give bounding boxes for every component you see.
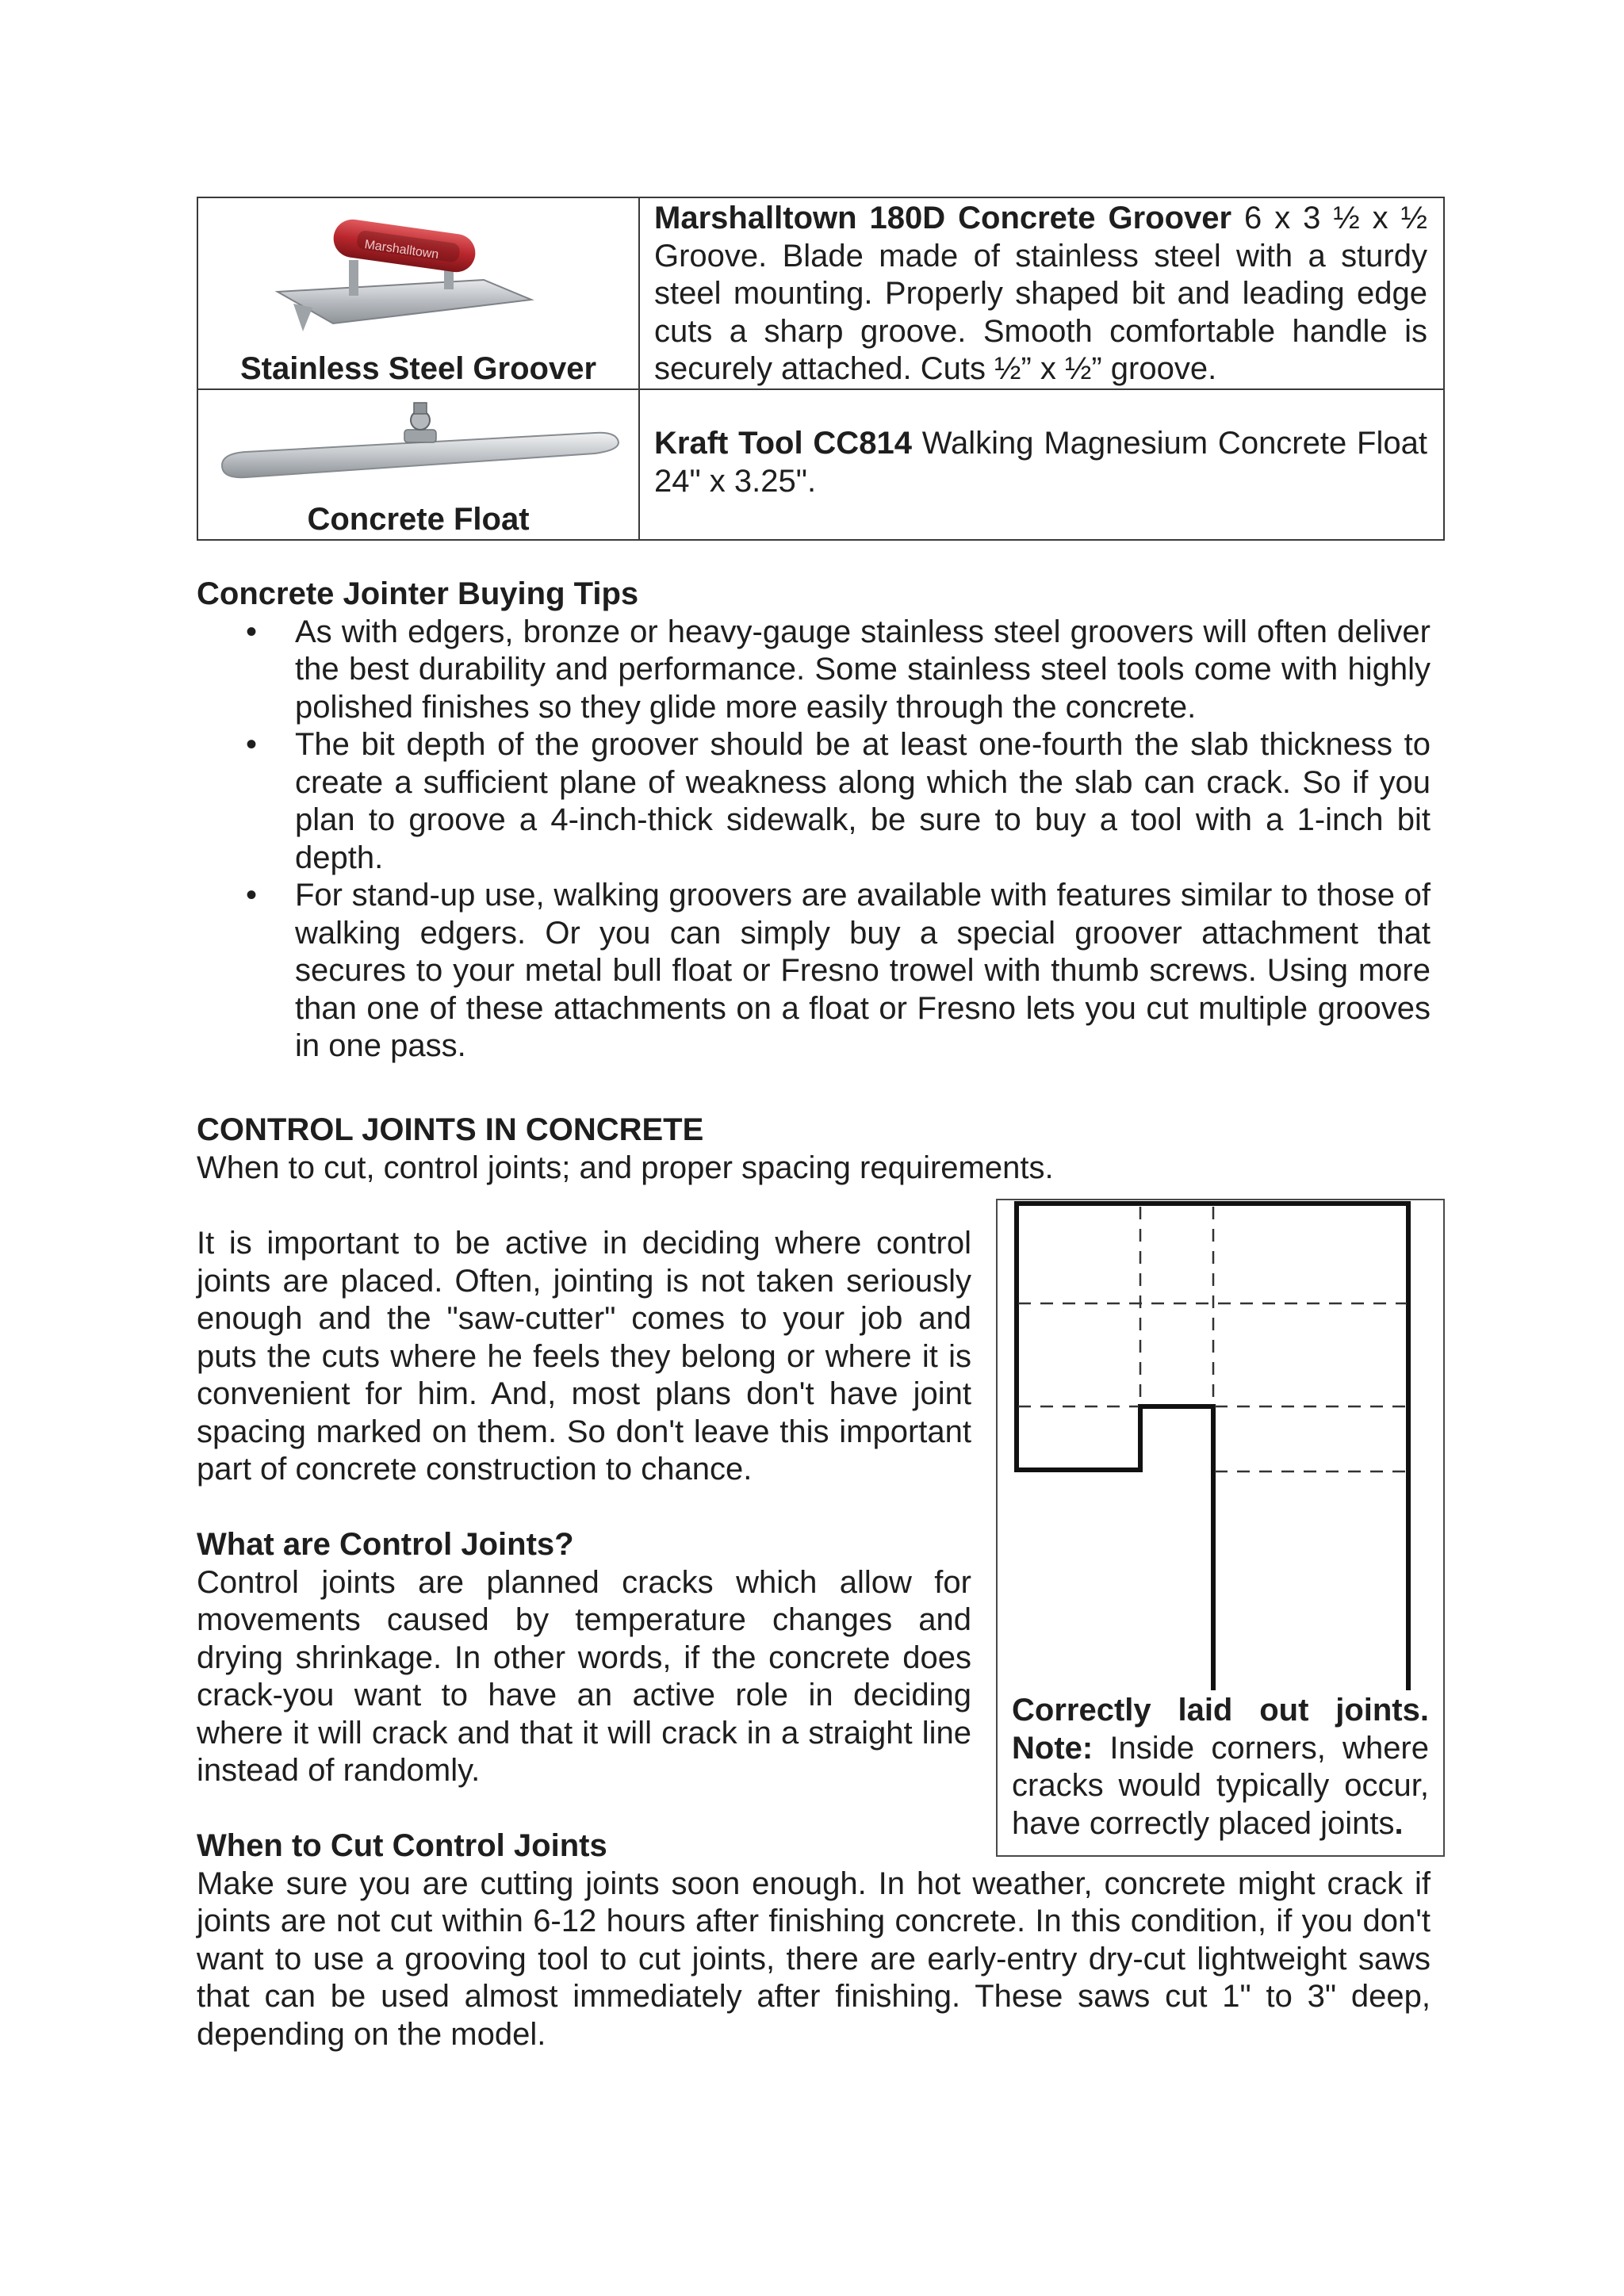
section-body: Control joints are planned cracks which allow for movements caused by temperature changes and drying shrinkage. In other words, if the concrete does crack-you want to have an active role in deciding where it will crack and that it will crack in a straight line instead of randomly. xyxy=(197,1564,971,1788)
product-row xyxy=(197,389,1444,540)
list-item xyxy=(197,877,1431,1066)
figure-caption-title: Correctly laid out joints. xyxy=(1012,1693,1429,1728)
product-image-wrap xyxy=(198,390,638,539)
joint-layout-diagram xyxy=(998,1200,1443,1692)
product-name: Marshalltown 180D Concrete Groover xyxy=(654,201,1232,235)
section-heading: CONTROL JOINTS IN CONCRETE xyxy=(197,1112,704,1147)
product-text: 6 x 3 ½ x ½ Groove. Blade made of stainless steel with a sturdy steel mounting. Properly shaped bit and leading edge cuts a sharp groove. Smooth comfortable handle is securely attached. Cuts ½” x ½” groove. xyxy=(654,201,1427,386)
section-heading: Concrete Jointer Buying Tips xyxy=(197,576,639,611)
section-body: Make sure you are cutting joints soon enough. In hot weather, concrete might crack if joints are not cut within 6-12 hours after finishing concrete. In this condition, if you don't want to use a grooving tool to cut joints, there are early-entry dry-cut lightweight saws that can be used almost immediately after finishing. These saws cut 1" to 3" deep, depending on the model. xyxy=(197,1866,1431,2052)
bullet-icon: • xyxy=(246,878,258,913)
figure-note-text: Inside corners, where cracks would typically occur, have correctly placed joints xyxy=(1012,1730,1429,1841)
product-text: Walking Magnesium Concrete Float 24" x 3.25". xyxy=(654,426,1427,499)
list-item-text: As with edgers, bronze or heavy-gauge stainless steel groovers will often deliver the best durability and performance. Some stainless steel tools come with highly polished finishes so they glide more easily through the concrete. xyxy=(295,614,1431,725)
float-image xyxy=(214,398,626,501)
control-joints-header xyxy=(197,1112,1434,1187)
product-image-cell xyxy=(197,389,639,540)
figure-caption-end: . xyxy=(1394,1805,1404,1841)
product-name: Kraft Tool CC814 xyxy=(654,426,912,461)
bullet-icon: • xyxy=(246,727,258,762)
product-image-cell xyxy=(197,197,639,389)
product-caption: Concrete Float xyxy=(307,502,530,537)
intro-paragraph: It is important to be active in deciding where control joints are placed. Often, jointing is not taken seriously enough and the "saw-cutter" comes to your job and puts the cuts where he feels they belong or where it is convenient for him. And, most plans don't have joint spacing marked on them. So don't leave this important part of concrete construction to chance. xyxy=(197,1226,971,1487)
slab-outline-left xyxy=(1017,1203,1213,1688)
list-item xyxy=(197,614,1431,727)
product-row xyxy=(197,197,1444,389)
joint-layout-figure xyxy=(996,1199,1445,1857)
section-heading: When to Cut Control Joints xyxy=(197,1828,607,1863)
groover-brand-text: Marshalltown xyxy=(363,238,440,262)
list-item-text: The bit depth of the groover should be at least one-fourth the slab thickness to create a sufficient plane of weakness along which the slab can crack. So if you plan to groove a 4-inch-thick sidewalk, be sure to buy a tool with a 1-inch bit depth. xyxy=(295,727,1431,875)
product-caption: Stainless Steel Groover xyxy=(239,351,597,386)
tips-list xyxy=(197,614,1431,1066)
product-description xyxy=(639,389,1444,540)
buying-tips-section xyxy=(197,576,1431,1066)
list-item xyxy=(197,726,1431,877)
figure-note-label: Note: xyxy=(1012,1730,1094,1766)
product-description xyxy=(639,197,1444,389)
section-subtitle: When to cut, control joints; and proper spacing requirements. xyxy=(197,1150,1054,1185)
when-section xyxy=(197,1827,1431,2053)
what-section xyxy=(197,1526,971,1790)
product-table xyxy=(197,197,1445,541)
section-heading: What are Control Joints? xyxy=(197,1527,574,1562)
figure-caption xyxy=(1012,1692,1429,1843)
groover-image xyxy=(246,205,547,339)
list-item-text: For stand-up use, walking groovers are available with features similar to those of walking edgers. Or you can simply buy a special groover attachment that secures to your metal bull float or Fresno trowel with thumb screws. Using more than one of these attachments on a float or Fresno lets you cut multiple grooves in one pass. xyxy=(295,878,1431,1063)
bullet-icon: • xyxy=(246,614,258,649)
product-image-wrap xyxy=(198,198,638,388)
